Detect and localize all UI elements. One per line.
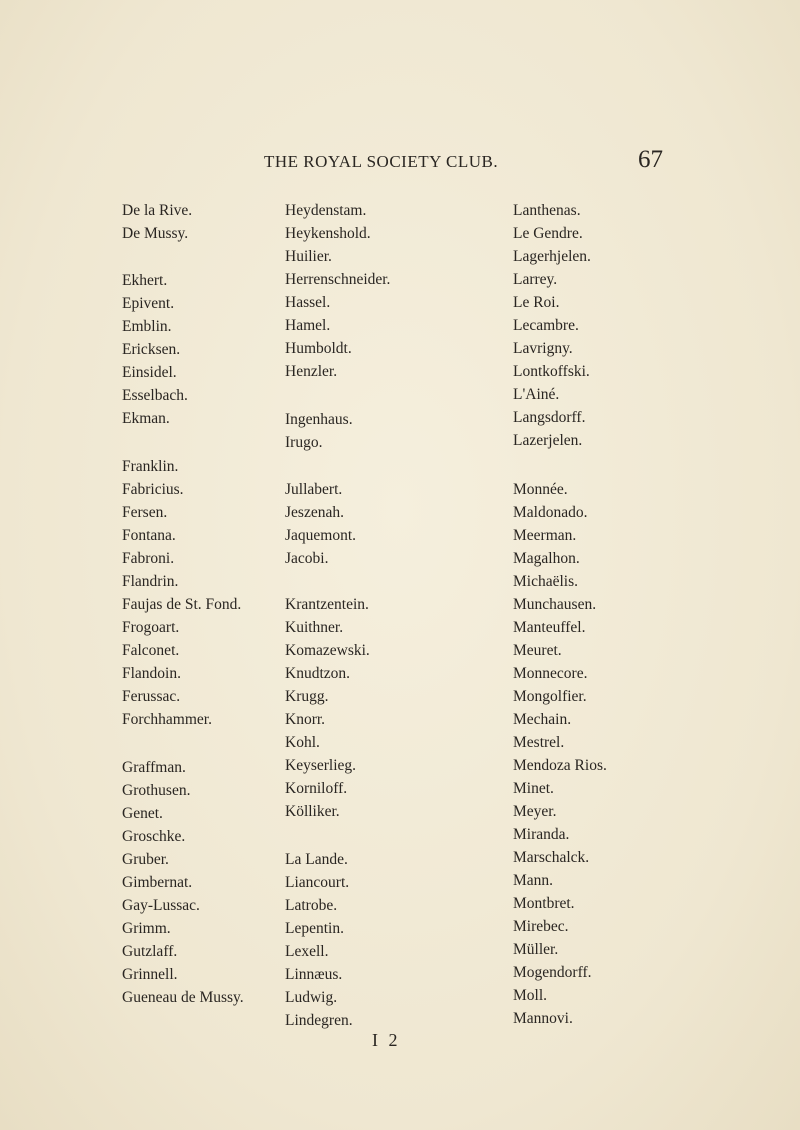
name-entry: Knudtzon. (285, 665, 351, 682)
name-entry: Franklin. (122, 458, 179, 475)
name-entry: Monnée. (513, 481, 568, 498)
name-entry: Hassel. (285, 294, 331, 311)
name-entry: Grimm. (122, 920, 171, 937)
name-entry: Knorr. (285, 711, 326, 728)
name-entry: Grothusen. (122, 782, 191, 799)
name-entry: L'Ainé. (513, 386, 560, 403)
name-entry: Marschalck. (513, 849, 590, 866)
name-entry: Lanthenas. (513, 202, 581, 219)
name-entry: Heydenstam. (285, 202, 367, 219)
name-entry: Herrenschneider. (285, 271, 391, 288)
name-entry: Flandrin. (122, 573, 179, 590)
name-entry: Gutzlaff. (122, 943, 178, 960)
name-entry: Esselbach. (122, 387, 188, 404)
name-entry: Le Roi. (513, 294, 560, 311)
name-entry: Lazerjelen. (513, 432, 583, 449)
signature-mark: I 2 (372, 1030, 401, 1050)
name-entry: Mechain. (513, 711, 572, 728)
name-entry: Le Gendre. (513, 225, 583, 242)
name-entry: La Lande. (285, 851, 348, 868)
name-entry: Maldonado. (513, 504, 588, 521)
name-entry: Einsidel. (122, 364, 177, 381)
name-entry: Lecambre. (513, 317, 579, 334)
name-entry: Kohl. (285, 734, 320, 751)
name-entry: Moll. (513, 987, 548, 1004)
name-entry: Keyserlieg. (285, 757, 357, 774)
name-entry: Fabricius. (122, 481, 184, 498)
name-entry: Jeszenah. (285, 504, 344, 521)
name-entry: Mogendorff. (513, 964, 592, 981)
name-entry: Lontkoffski. (513, 363, 590, 380)
name-entry: Meyer. (513, 803, 557, 820)
name-entry: Komazewski. (285, 642, 370, 659)
name-entry: Larrey. (513, 271, 558, 288)
name-entry: De Mussy. (122, 225, 189, 242)
name-entry: Lindegren. (285, 1012, 353, 1029)
name-entry: Müller. (513, 941, 559, 958)
name-entry: Korniloff. (285, 780, 348, 797)
page-number: 67 (638, 146, 663, 173)
name-entry: Ekhert. (122, 272, 168, 289)
name-entry: Genet. (122, 805, 163, 822)
name-entry: Irugo. (285, 434, 323, 451)
name-entry: Gimbernat. (122, 874, 193, 891)
name-entry: Meerman. (513, 527, 577, 544)
name-entry: Liancourt. (285, 874, 350, 891)
name-entry: Minet. (513, 780, 554, 797)
name-entry: Mestrel. (513, 734, 565, 751)
name-entry: Hamel. (285, 317, 331, 334)
name-entry: Gueneau de Mussy. (122, 989, 244, 1006)
name-entry: Humboldt. (285, 340, 352, 357)
name-entry: Linnæus. (285, 966, 343, 983)
name-entry: Graffman. (122, 759, 186, 776)
name-entry: Fabroni. (122, 550, 175, 567)
name-entry: Meuret. (513, 642, 562, 659)
name-entry: Mann. (513, 872, 554, 889)
name-entry: Flandoin. (122, 665, 181, 682)
name-entry: Forchhammer. (122, 711, 212, 728)
name-entry: Krantzentein. (285, 596, 369, 613)
name-entry: Gruber. (122, 851, 169, 868)
name-entry: Lepentin. (285, 920, 344, 937)
name-entry: Heykenshold. (285, 225, 371, 242)
name-entry: Ferussac. (122, 688, 181, 705)
name-entry: Falconet. (122, 642, 180, 659)
name-entry: Latrobe. (285, 897, 338, 914)
name-entry: Ekman. (122, 410, 170, 427)
name-entry: Fontana. (122, 527, 176, 544)
name-entry: Frogoart. (122, 619, 180, 636)
name-entry: Mendoza Rios. (513, 757, 607, 774)
name-entry: Lavrigny. (513, 340, 573, 357)
name-entry: Michaëlis. (513, 573, 578, 590)
name-entry: Huilier. (285, 248, 332, 265)
name-entry: Faujas de St. Fond. (122, 596, 242, 613)
name-entry: Emblin. (122, 318, 172, 335)
name-entry: Manteuffel. (513, 619, 586, 636)
name-entry: Mirebec. (513, 918, 569, 935)
name-entry: Jaquemont. (285, 527, 357, 544)
name-entry: Krugg. (285, 688, 329, 705)
name-entry: Ericksen. (122, 341, 181, 358)
name-entry: Langsdorff. (513, 409, 586, 426)
name-entry: Magalhon. (513, 550, 580, 567)
name-entry: Jacobi. (285, 550, 329, 567)
name-entry: Mannovi. (513, 1010, 573, 1027)
name-entry: Ingenhaus. (285, 411, 353, 428)
name-entry: Miranda. (513, 826, 570, 843)
name-entry: Grinnell. (122, 966, 178, 983)
name-entry: Jullabert. (285, 481, 343, 498)
name-entry: Lexell. (285, 943, 329, 960)
name-entry: Lagerhjelen. (513, 248, 591, 265)
name-entry: De la Rive. (122, 202, 193, 219)
name-entry: Fersen. (122, 504, 168, 521)
name-entry: Groschke. (122, 828, 186, 845)
name-entry: Monnecore. (513, 665, 588, 682)
name-entry: Kuithner. (285, 619, 344, 636)
name-entry: Ludwig. (285, 989, 338, 1006)
name-entry: Mongolfier. (513, 688, 587, 705)
name-entry: Montbret. (513, 895, 575, 912)
running-title: THE ROYAL SOCIETY CLUB. (264, 152, 499, 171)
name-entry: Munchausen. (513, 596, 597, 613)
name-entry: Henzler. (285, 363, 338, 380)
name-entry: Epivent. (122, 295, 175, 312)
name-entry: Gay-Lussac. (122, 897, 200, 914)
name-entry: Kölliker. (285, 803, 340, 820)
